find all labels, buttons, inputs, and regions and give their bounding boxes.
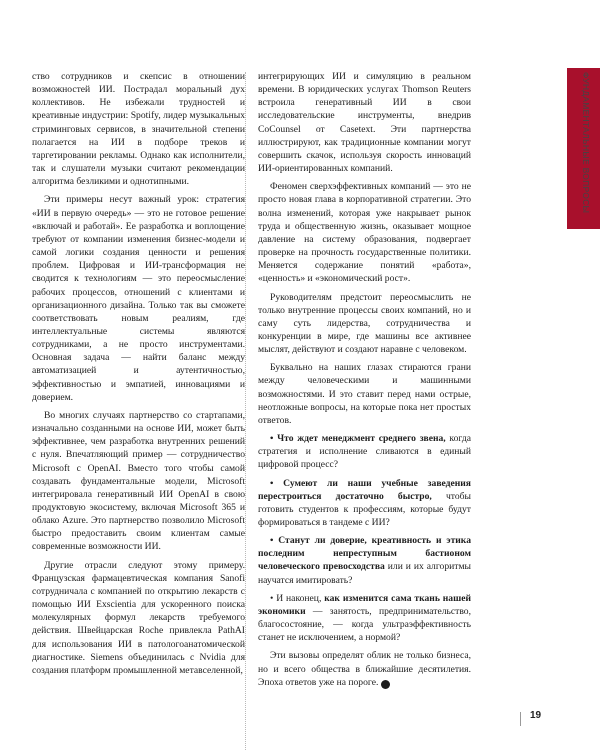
right-paragraph-1: интегрирующих ИИ и симуляцию в реальном времени. В юридических услугах Thomson Reuters встроила генеративный ИИ в свои исследовательские инструменты, внедрив CoCounsel от Casetext. Эти партнерства иллюстрируют, как традиционные компании могут совершить скачок, используя скорость инноваций ИИ-ориентированных компаний. [258, 71, 471, 175]
question-4-bold: как изменится сама ткань нашей экономики [258, 592, 471, 617]
question-4-start: • И наконец, [270, 592, 325, 604]
right-paragraph-3: Руководителям предстоит переосмыслить не только внутренние процессы своих компаний, но и саму суть лидерства, сотрудничества и конкуренции в мире, где машины все активнее мыслят, действуют и создают наравне с человеком. [258, 291, 471, 356]
page-number-rule [520, 712, 521, 726]
right-paragraph-2: Феномен сверхэффективных компаний — это не просто новая глава в корпоративной стратегии. Это волна изменений, которая уже накрывает рынок труда и общественную жизнь, оказывает мощное давление на систему образования, подвергает проверке на прочность государственные политики. Меняется содержание понятий «работа», «ценность» и «экономический рост». [258, 181, 471, 285]
page-number: 19 [530, 710, 542, 721]
question-3-rest: или и их алгоритмы научатся имитировать? [258, 561, 471, 586]
column-divider [245, 72, 246, 750]
final-paragraph [258, 649, 471, 688]
question-1 [258, 432, 471, 471]
left-paragraph-3: Во многих случаях партнерство со стартапами, изначально созданными на основе ИИ, может быть эффективнее, чем разработка внутренних решений с нуля. Впечатляющий пример — сотрудничество Microsoft с OpenAI. Вместо того чтобы самой создавать фундаментальные модели, Microsoft интегрировала генеративный ИИ OpenAI в свою продуктовую экосистему, включая Microsoft 365 и облако Azure. Это партнерство позволило Microsoft быстро предоставить своим клиентам самые современные возможности ИИ. [32, 409, 245, 553]
question-2-bold: • Сумеют ли наши учебные заведения перестроиться достаточно быстро, [258, 477, 471, 502]
question-3 [258, 534, 471, 587]
question-4-rest: — занятость, предпринимательство, благосостояние, — когда ультраэффективность станет не исключением, а нормой? [258, 605, 471, 644]
question-2-rest: чтобы готовить студентов к профессиям, которые будут формироваться в тандеме с ИИ? [258, 490, 471, 528]
question-1-rest: когда стратегия и исполнение сливаются в единый цифровой процесс? [258, 433, 471, 471]
left-paragraph-4: Другие отрасли следуют этому примеру. Французская фармацевтическая компания Sanofi сотрудничала с компанией по открытию лекарств с помощью ИИ Exscientia для ускоренного поиска молекулярных формул лекарств требуемого действия. Швейцарская Roche привлекла PathAI для использования ИИ в патологоанатомической диагностике. Siemens объединилась с Nvidia для создания платформ промышленной метавселенной, [32, 559, 245, 676]
final-paragraph-text: Эти вызовы определят облик не только бизнеса, но и всего общества в ближайшие десятилетия. Эпоха ответов уже на пороге. [258, 650, 471, 688]
section-label: ФУНДАМЕНТАЛЬНЫЕ ВОПРОСЫ [581, 72, 591, 214]
question-3-bold: • Станут ли доверие, креативность и этика последним непреступным бастионом человеческого превосходства [258, 535, 471, 573]
right-column [258, 70, 471, 694]
question-1-bold: • Что ждет менеджмент среднего звена, [270, 433, 446, 445]
question-4 [258, 592, 471, 645]
question-2 [258, 477, 471, 530]
left-column [32, 70, 245, 682]
check-circle-icon: ✓ [381, 680, 390, 689]
left-paragraph-1: ство сотрудников и скепсис в отношении возможностей ИИ. Пострадал моральный дух коллективов. Не избежали трудностей и креативные индустрии: Spotify, лидер музыкальных стриминговых сервисов, в значительной степени полагается на ИИ в подборе треков и таргетировании рекламы. Однако как исполнители, так и слушатели музыки считают рекомендации алгоритма безликими и однотипными. [32, 71, 245, 188]
right-paragraph-4: Буквально на наших глазах стираются грани между человеческими и машинными возможностями. И это ставит перед нами острые, неотложные вопросы, на которые пока нет простых ответов. [258, 362, 471, 426]
left-paragraph-2: Эти примеры несут важный урок: стратегия «ИИ в первую очередь» — это не готовое решение «включай и работай». Ее разработка и воплощение требуют от компании изменения бизнес-модели и самой логики создания ценности и решения проблем. Цифровая и ИИ-трансформация не сводится к технологиям — это переосмысление рабочих процессов, отношений с клиентами и организационного дизайна. Только так вы сможете соответствовать новым реалиям, где интеллектуальные системы являются сотрудниками, а не просто инструментами. Основная задача — найти баланс между автоматизацией и аутентичностью, эффективностью и эмпатией, инновациями и доверием. [32, 194, 245, 403]
